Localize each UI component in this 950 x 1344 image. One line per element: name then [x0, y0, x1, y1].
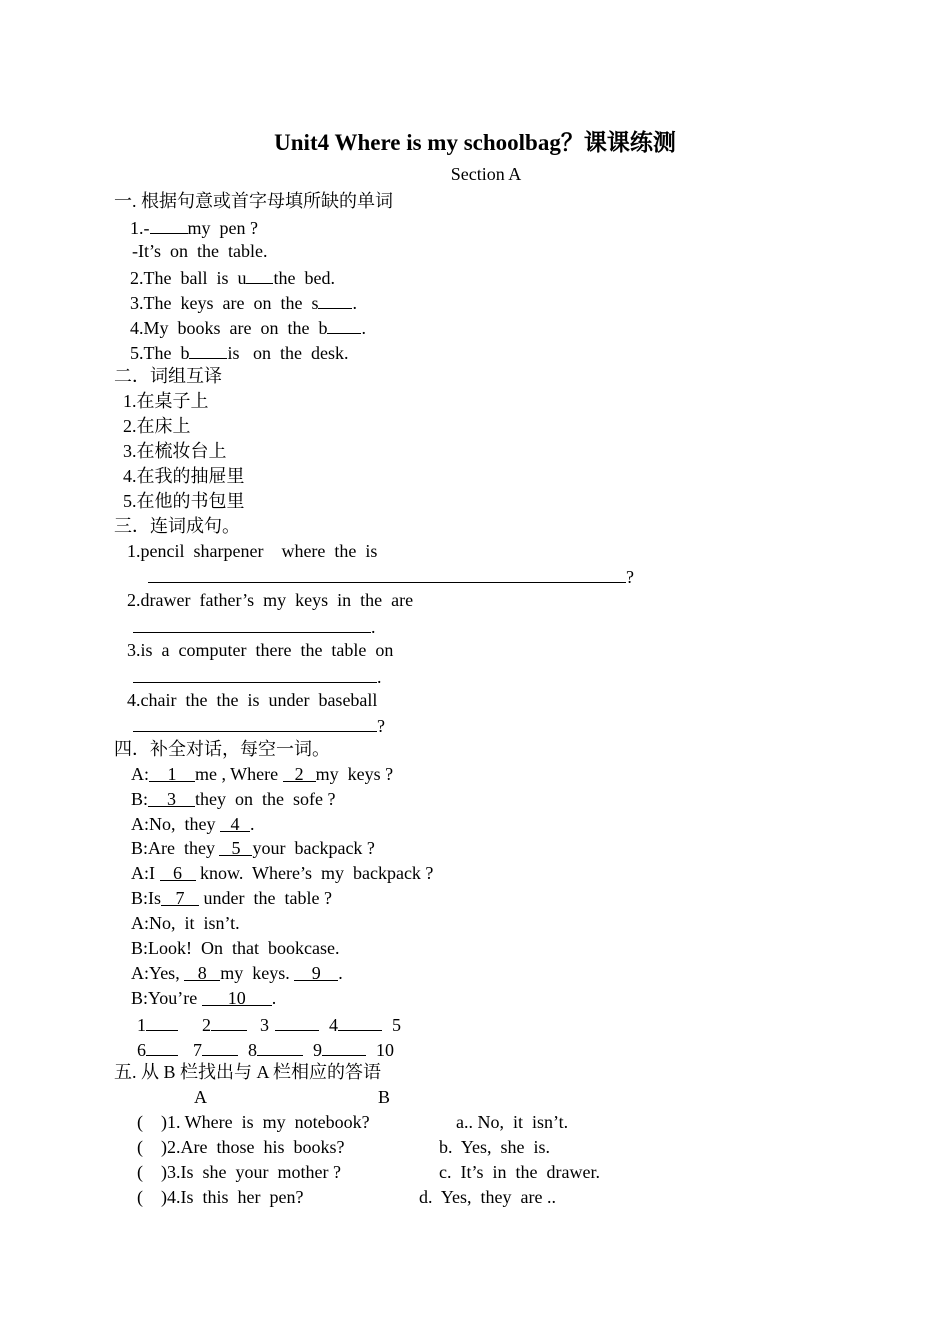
column-a-label: A [194, 1087, 207, 1107]
section-3-heading: 三．连词成句。 [114, 516, 240, 536]
section-5-heading: 五. 从 B 栏找出与 A 栏相应的答语 [114, 1062, 382, 1082]
answer-blank[interactable]: 3 [148, 787, 195, 807]
dialog-line-4: B:Are they 5 your backpack ? [131, 838, 375, 858]
answer-blank[interactable] [257, 1036, 303, 1056]
answer-line-4: ? [133, 712, 385, 738]
answer-line-3: . [133, 663, 382, 689]
question-1-1: 1.- my pen ? [130, 214, 258, 240]
question-1-2: 2.The ball is u the bed. [130, 264, 335, 290]
match-answer: d. Yes, they are .. [419, 1187, 556, 1207]
answer-line-2: . [133, 613, 376, 639]
answer-blank[interactable] [211, 1011, 247, 1031]
column-b-label: B [378, 1087, 391, 1107]
section-2-heading: 二．词组互译 [114, 366, 222, 386]
answer-blank[interactable]: 9 [294, 961, 338, 981]
answer-blank[interactable] [189, 339, 227, 359]
answer-blank[interactable] [338, 1011, 382, 1031]
answer-blank[interactable]: 6 [160, 861, 196, 881]
dialog-line-6: B:Is 7 under the table ? [131, 888, 332, 908]
answer-blank[interactable] [133, 712, 377, 732]
dialog-line-10: B:You’re 10 . [131, 988, 277, 1008]
answer-blank[interactable] [202, 1036, 238, 1056]
dialog-line-2: B: 3 they on the sofe ? [131, 789, 336, 809]
section-1-heading: 一. 根据句意或首字母填所缺的单词 [114, 191, 393, 211]
question-1-3: 3.The keys are on the s . [130, 289, 357, 315]
answer-blank[interactable]: 2 [283, 762, 316, 782]
phrase-item: 5.在他的书包里 [123, 491, 245, 511]
answer-blank[interactable]: 4 [220, 812, 250, 832]
question-1-4: 4.My books are on the b . [130, 314, 366, 340]
phrase-item: 1.在桌子上 [123, 391, 209, 411]
dialog-line-3: A:No, they 4 . [131, 814, 255, 834]
answer-blank[interactable]: 10 [202, 986, 272, 1006]
match-question[interactable]: ( )2.Are those his books? [137, 1137, 345, 1157]
match-answer: b. Yes, she is. [439, 1137, 551, 1157]
section-4-heading: 四．补全对话，每空一词。 [114, 739, 330, 759]
answer-blank[interactable]: 5 [219, 836, 252, 856]
answer-blank[interactable] [150, 214, 188, 234]
word-order-2: 2.drawer father’s my keys in the are [127, 590, 414, 610]
answer-line-1: ? [148, 563, 634, 589]
answer-blank[interactable] [133, 613, 371, 633]
answer-blank[interactable] [146, 1036, 178, 1056]
page-title: Unit4 Where is my schoolbag？课课练测 [274, 130, 676, 155]
answer-blank[interactable] [133, 663, 377, 683]
section-label: Section A [450, 164, 522, 184]
dialog-line-9: A:Yes, 8 my keys. 9 . [131, 963, 343, 983]
match-question[interactable]: ( )4.Is this her pen? [137, 1187, 304, 1207]
word-order-4: 4.chair the the is under baseball [127, 690, 378, 710]
match-answer: a.. No, it isn’t. [456, 1112, 569, 1132]
word-order-1: 1.pencil sharpener where the is [127, 541, 378, 561]
answer-blank[interactable] [246, 264, 273, 284]
match-question[interactable]: ( )1. Where is my notebook? [137, 1112, 370, 1132]
answer-blank[interactable] [318, 289, 352, 309]
phrase-item: 3.在梳妆台上 [123, 441, 227, 461]
question-1-5: 5.The b is on the desk. [130, 339, 348, 365]
phrase-item: 4.在我的抽屉里 [123, 466, 245, 486]
dialog-line-5: A:I 6 know. Where’s my backpack ? [131, 863, 434, 883]
answer-number-row-1: 1 2 3 4 5 [137, 1011, 401, 1037]
answer-number-row-2: 6 7 8 9 10 [137, 1036, 394, 1062]
question-1-1-reply: -It’s on the table. [132, 241, 268, 261]
answer-blank[interactable]: 1 [149, 762, 195, 782]
match-answer: c. It’s in the drawer. [439, 1162, 600, 1182]
phrase-item: 2.在床上 [123, 416, 191, 436]
answer-blank[interactable] [146, 1011, 178, 1031]
answer-blank[interactable] [322, 1036, 366, 1056]
dialog-line-7: A:No, it isn’t. [131, 913, 240, 933]
answer-blank[interactable] [275, 1011, 319, 1031]
dialog-line-1: A: 1 me , Where 2 my keys ? [131, 764, 394, 784]
answer-blank[interactable] [327, 314, 361, 334]
answer-blank[interactable]: 7 [161, 886, 199, 906]
answer-blank[interactable]: 8 [184, 961, 220, 981]
match-question[interactable]: ( )3.Is she your mother ? [137, 1162, 341, 1182]
word-order-3: 3.is a computer there the table on [127, 640, 394, 660]
answer-blank[interactable] [148, 563, 626, 583]
dialog-line-8: B:Look! On that bookcase. [131, 938, 340, 958]
